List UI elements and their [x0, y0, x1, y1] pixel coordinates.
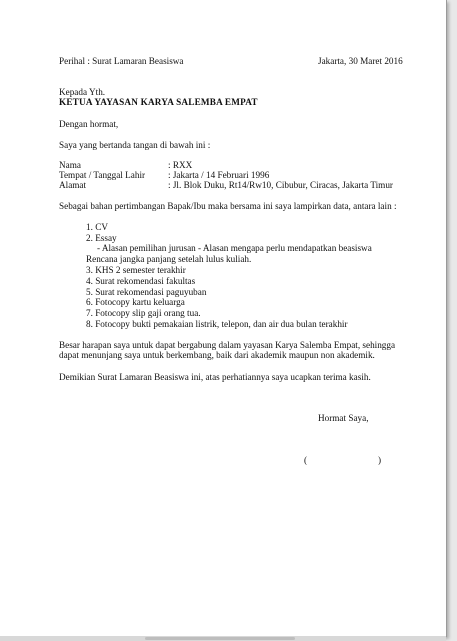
identity-value-name: : RXX [168, 160, 193, 170]
hope-paragraph-line2: dapat menunjang saya untuk berkembang, baik dari akademik maupun non akademik. [59, 350, 375, 360]
letter-date: Jakarta, 30 Maret 2016 [318, 56, 403, 66]
closing-sentence: Demikian Surat Lamaran Beasiswa ini, atas perhatiannya saya ucapkan terima kasih. [59, 372, 371, 382]
attachment-item: 5. Surat rekomendasi paguyuban [86, 287, 207, 297]
scrollbar-thumb[interactable] [145, 637, 295, 640]
identity-value-address: : Jl. Blok Duku, Rt14/Rw10, Cibubur, Ciracas, Jakarta Timur [168, 180, 393, 190]
signature-close-paren: ) [378, 455, 382, 465]
attachment-item: 4. Surat rekomendasi fakultas [86, 276, 196, 286]
intro-sentence: Saya yang bertanda tangan di bawah ini : [59, 140, 211, 150]
addressee-name: KETUA YAYASAN KARYA SALEMBA EMPAT [59, 97, 258, 107]
attachment-item: 8. Fotocopy bukti pemakaian listrik, telepon, dan air dua bulan terakhir [86, 319, 348, 329]
identity-value-birth: : Jakarta / 14 Februari 1996 [168, 170, 270, 180]
attachment-intro: Sebagai bahan pertimbangan Bapak/Ibu maka bersama ini saya lampirkan data, antara lain : [59, 201, 397, 211]
attachment-item: 2. Essay [86, 233, 117, 243]
attachment-subitem: - Alasan pemilihan jurusan - Alasan mengapa perlu mendapatkan beasiswa [97, 243, 372, 253]
closing-regards: Hormat Saya, [318, 413, 369, 423]
subject-line: Perihal : Surat Lamaran Beasiswa [59, 56, 184, 66]
attachment-item: 1. CV [86, 222, 108, 232]
attachment-item: 7. Fotocopy slip gaji orang tua. [86, 308, 201, 318]
identity-label-name: Nama [59, 160, 81, 170]
signature-open-paren: ( [304, 455, 308, 465]
identity-label-birth: Tempat / Tanggal Lahir [59, 170, 146, 180]
addressee-greeting: Kepada Yth. [59, 87, 106, 97]
salutation: Dengan hormat, [59, 119, 119, 129]
hope-paragraph-line1: Besar harapan saya untuk dapat bergabung dalam yayasan Karya Salemba Empat, sehingga [59, 340, 396, 350]
identity-label-address: Alamat [59, 180, 87, 190]
attachment-subitem: Rencana jangka panjang setelah lulus kuliah. [86, 254, 252, 264]
attachment-item: 6. Fotocopy kartu keluarga [86, 297, 185, 307]
attachment-item: 3. KHS 2 semester terakhir [86, 265, 186, 275]
